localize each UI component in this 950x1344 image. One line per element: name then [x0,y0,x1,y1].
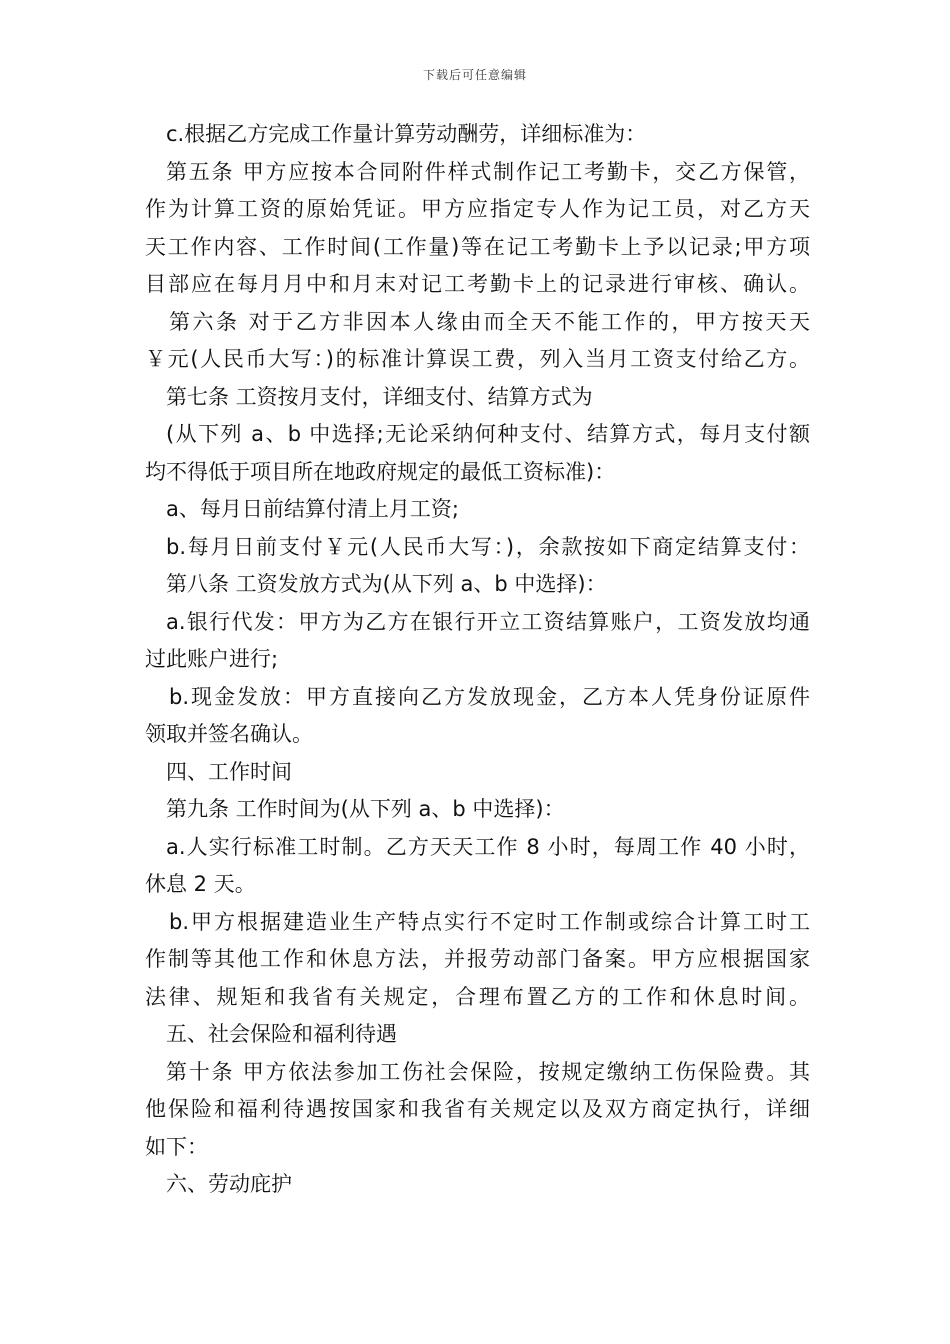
text-line: 第五条 甲方应按本合同附件样式制作记工考勤卡，交乙方保管， [166,159,810,184]
text-line: a.银行代发：甲方为乙方在银行开立工资结算账户，工资发放均通 [166,609,810,634]
text-line: 法律、规矩和我省有关规定，合理布置乙方的工作和休息时间。 [145,984,810,1009]
text-line: 他保险和福利待遇按国家和我省有关规定以及双方商定执行，详细 [145,1097,810,1121]
section-heading: 六、劳动庇护 [166,1172,292,1196]
document-body [145,116,810,1204]
text-line: 第八条 工资发放方式为(从下列 a、b 中选择)： [166,572,607,596]
text-line: c.根据乙方完成工作量计算劳动酬劳，详细标准为： [166,122,647,146]
text-line: 第六条 对于乙方非因本人缘由而全天不能工作的，甲方按天天 [169,309,810,334]
text-line: 目部应在每月月中和月末对记工考勤卡上的记录进行审核、确认。 [145,272,810,296]
text-line: (从下列 a、b 中选择;无论采纳何种支付、结算方式，每月支付额 [166,422,810,446]
text-line: 过此账户进行; [145,647,279,671]
text-line: 作制等其他工作和休息方法，并报劳动部门备案。甲方应根据国家 [145,947,810,971]
text-line: 均不得低于项目所在地政府规定的最低工资标准)： [145,459,616,484]
text-line: 天工作内容、工作时间(工作量)等在记工考勤卡上予以记录;甲方项 [145,234,810,259]
text-line: b.每月日前支付￥元(人民币大写：)，余款按如下商定结算支付： [166,534,810,559]
text-line: b.甲方根据建造业生产特点实行不定时工作制或综合计算工时工 [169,909,810,934]
section-heading: 四、工作时间 [166,759,292,784]
text-line: b.现金发放：甲方直接向乙方发放现金，乙方本人凭身份证原件 [169,684,810,709]
text-line: 作为计算工资的原始凭证。甲方应指定专人作为记工员，对乙方天 [145,197,810,221]
text-line: 第十条 甲方依法参加工伤社会保险，按规定缴纳工伤保险费。其 [166,1059,810,1084]
text-line: a、每月日前结算付清上月工资; [166,497,459,521]
page-header: 下载后可任意编辑 [422,68,527,82]
text-line: a.人实行标准工时制。乙方天天工作 8 小时，每周工作 40 小时， [166,834,810,859]
section-heading: 五、社会保险和福利待遇 [166,1022,397,1046]
text-line: 第七条 工资按月支付，详细支付、结算方式为 [166,384,593,409]
text-line: 第九条 工作时间为(从下列 a、b 中选择)： [166,797,565,821]
text-line: 领取并签名确认。 [145,722,313,746]
text-line: 如下： [145,1134,208,1159]
text-line: 休息 2 天。 [145,872,256,896]
text-line: ￥元(人民币大写：)的标准计算误工费，列入当月工资支付给乙方。 [145,347,810,371]
